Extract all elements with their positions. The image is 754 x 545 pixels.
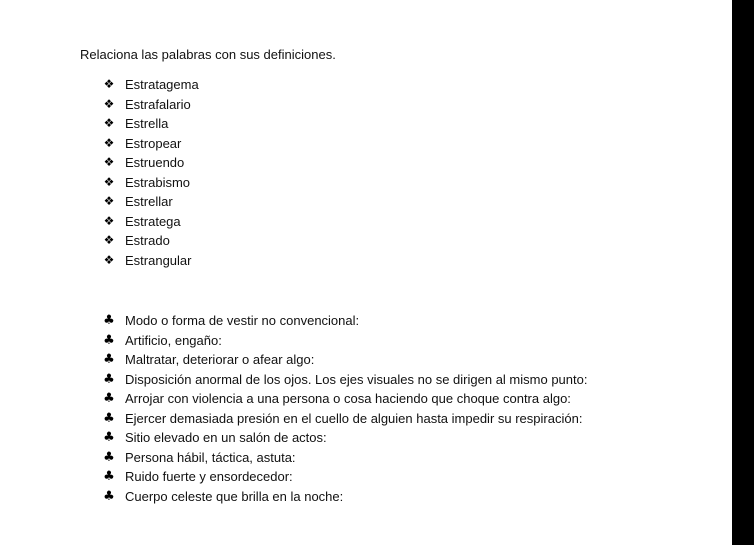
- club-icon: ♣: [103, 449, 115, 465]
- list-item: [102, 173, 199, 193]
- list-item: [102, 95, 199, 115]
- list-item: [102, 448, 587, 468]
- list-item: [102, 231, 199, 251]
- word-text: Estrado: [125, 233, 170, 248]
- definition-text: Cuerpo celeste que brilla en la noche:: [125, 488, 344, 504]
- definition-text: Ruido fuerte y ensordecedor:: [125, 469, 293, 484]
- list-item: [102, 350, 587, 370]
- word-text: Estropear: [125, 135, 182, 151]
- list-item: [102, 311, 587, 331]
- diamond-star-icon: ❖: [103, 155, 115, 169]
- word-text: Estratagema: [125, 77, 199, 92]
- list-item: [102, 114, 199, 134]
- list-item: [102, 212, 199, 232]
- club-icon: ♣: [103, 430, 115, 445]
- club-icon: ♣: [103, 371, 115, 387]
- club-icon: ♣: [103, 313, 115, 328]
- diamond-star-icon: ❖: [103, 233, 115, 247]
- club-icon: ♣: [103, 332, 115, 348]
- list-item: [102, 428, 587, 448]
- list-item: [102, 331, 587, 351]
- list-item: [102, 134, 199, 154]
- diamond-star-icon: ❖: [103, 194, 115, 208]
- diamond-star-icon: ❖: [103, 116, 115, 130]
- list-item: [102, 192, 199, 212]
- list-item: [102, 370, 587, 390]
- diamond-star-icon: ❖: [103, 96, 115, 111]
- word-text: Estrafalario: [125, 96, 191, 112]
- list-item: [102, 153, 199, 173]
- definition-text: Maltratar, deteriorar o afear algo:: [125, 352, 315, 367]
- diamond-star-icon: ❖: [103, 174, 115, 189]
- club-icon: ♣: [103, 469, 115, 484]
- definition-list: [102, 311, 587, 506]
- club-icon: ♣: [103, 410, 115, 426]
- list-item: [102, 251, 199, 271]
- diamond-star-icon: ❖: [103, 77, 115, 91]
- definition-text: Modo o forma de vestir no convencional:: [125, 313, 360, 328]
- definition-text: Artificio, engaño:: [125, 332, 222, 348]
- diamond-star-icon: ❖: [103, 213, 115, 228]
- definition-text: Ejercer demasiada presión en el cuello de alguien hasta impedir su respiración:: [125, 410, 583, 426]
- word-text: Estrangular: [125, 252, 192, 268]
- list-item: [102, 487, 587, 507]
- word-text: Estrellar: [125, 194, 173, 209]
- diamond-star-icon: ❖: [103, 135, 115, 150]
- definition-text: Persona hábil, táctica, astuta:: [125, 449, 296, 465]
- definition-text: Disposición anormal de los ojos. Los ejes visuales no se dirigen al mismo punto:: [125, 371, 588, 387]
- diamond-star-icon: ❖: [103, 252, 115, 267]
- list-item: [102, 409, 587, 429]
- word-text: Estrella: [125, 116, 169, 131]
- right-edge-bar: [732, 0, 754, 545]
- list-item: [102, 389, 587, 409]
- list-item: [102, 75, 199, 95]
- word-text: Estratega: [125, 213, 181, 229]
- club-icon: ♣: [103, 352, 115, 367]
- instruction-text: Relaciona las palabras con sus definiciones.: [80, 47, 336, 62]
- word-text: Estruendo: [125, 155, 185, 170]
- list-item: [102, 467, 587, 487]
- definition-text: Arrojar con violencia a una persona o cosa haciendo que choque contra algo:: [125, 391, 571, 406]
- definition-text: Sitio elevado en un salón de actos:: [125, 430, 327, 445]
- club-icon: ♣: [103, 488, 115, 504]
- club-icon: ♣: [103, 391, 115, 406]
- word-list: [102, 75, 199, 270]
- word-text: Estrabismo: [125, 174, 191, 190]
